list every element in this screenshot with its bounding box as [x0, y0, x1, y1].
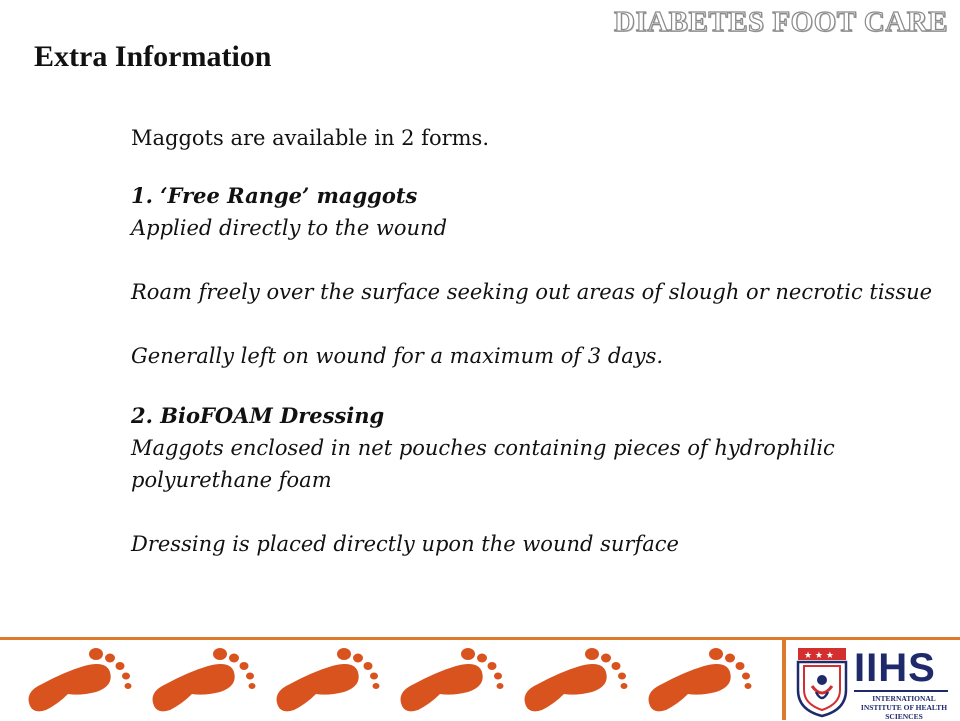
section-1-line-3: Generally left on wound for a maximum of 3 days. — [131, 344, 664, 368]
logo-initials: IIHS — [854, 646, 936, 690]
footprints-strip — [0, 640, 780, 720]
footprint-icon — [518, 644, 630, 716]
slide-content — [131, 122, 951, 560]
footprint-icon — [270, 644, 382, 716]
slide-title: Extra Information — [34, 40, 272, 73]
logo-rule — [854, 690, 948, 692]
section-2-line-1: Maggots enclosed in net pouches containing pieces of hydrophilic polyurethane foam — [131, 436, 835, 492]
footprint-icon — [22, 644, 134, 716]
footprint-icon — [146, 644, 258, 716]
iihs-emblem-icon — [794, 646, 850, 718]
section-1-line-1: Applied directly to the wound — [131, 216, 448, 240]
logo-institute-name: INTERNATIONAL INSTITUTE OF HEALTH SCIENCES — [860, 694, 948, 721]
section-2-heading: 2. BioFOAM Dressing — [131, 403, 385, 428]
section-1-line-2: Roam freely over the surface seeking out areas of slough or necrotic tissue — [131, 280, 933, 304]
footprint-icon — [394, 644, 506, 716]
iihs-logo — [794, 646, 954, 720]
footprint-icon — [642, 644, 754, 716]
svg-text:★ ★ ★: ★ ★ ★ — [804, 651, 834, 661]
section-1-heading: 1. ‘Free Range’ maggots — [131, 183, 418, 208]
intro-text: Maggots are available in 2 forms. — [131, 126, 489, 150]
section-2-line-2: Dressing is placed directly upon the wound surface — [131, 532, 679, 556]
brand-watermark: DIABETES FOOT CARE — [614, 6, 948, 38]
footer-divider — [782, 640, 786, 720]
